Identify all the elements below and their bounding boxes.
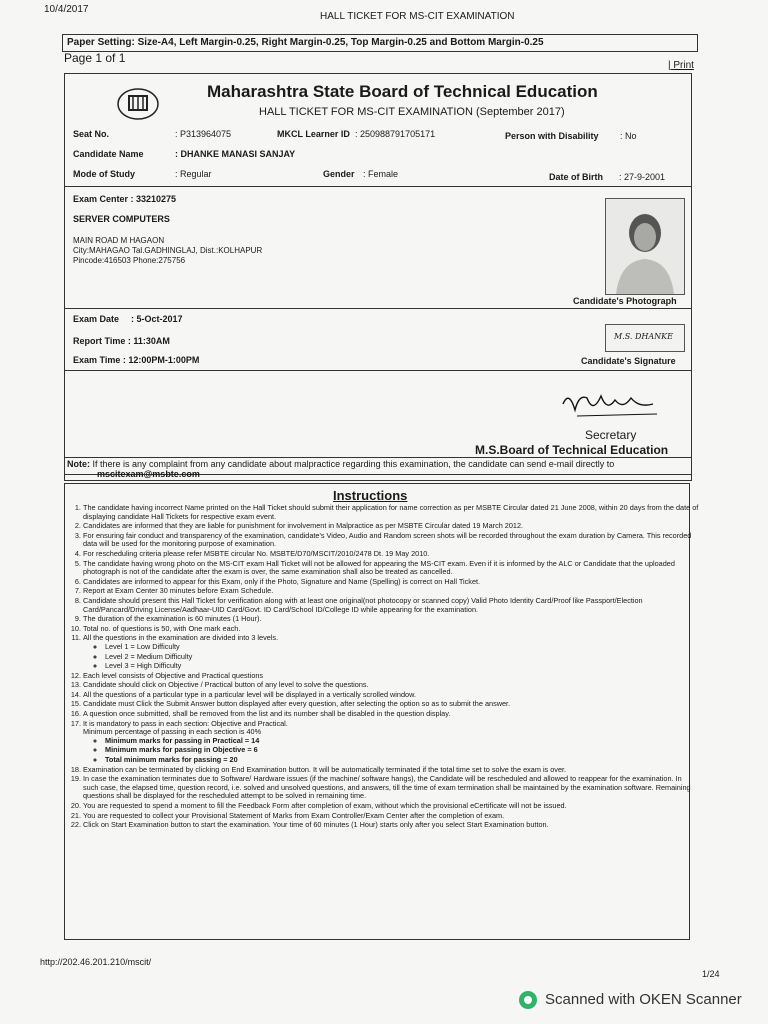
instruction-item [83, 720, 699, 765]
divider [65, 308, 691, 309]
passing-item: ◦ Total minimum marks for passing = 20 [105, 756, 699, 765]
footer-url: http://202.46.201.210/mscit/ [40, 957, 152, 967]
level-list [83, 643, 699, 671]
instruction-item: 4. For rescheduling criteria please refer MSBTE circular No. MSBTE/D70/MSCIT/2010/2478 Dt. 19 May 2010. [83, 550, 699, 559]
instruction-item: 21. You are requested to collect your Provisional Statement of Marks from Exam Controller/Exam Center after the completion of exam. [83, 812, 699, 821]
secretary-title: Secretary [585, 428, 637, 442]
instruction-item: 6. Candidates are informed to appear for this Exam, only if the Photo, Signature and Name (Spelling) is correct on Hall Ticket. [83, 578, 699, 587]
gender-label: Gender [323, 169, 355, 179]
instruction-item: 9. The duration of the examination is 60 minutes (1 Hour). [83, 615, 699, 624]
seat-no-label: Seat No. [73, 129, 110, 139]
instruction-item: 22. Click on Start Examination button to start the examination. Your time of 60 minutes (1 Hour) starts only after you select Start Examination button. [83, 821, 699, 830]
address-line-1: MAIN ROAD M HAGAON [73, 236, 165, 245]
instruction-item: 5. The candidate having wrong photo on the MS-CIT exam Hall Ticket will not be allowed for appearing the MS-CIT exam. Even if it is informed by the ALC or Candidate that the uploaded photograph is not of the candidate after the exam is over, the same examination shall also be treated as cancelled. [83, 560, 699, 577]
note-email[interactable]: mscitexam@msbte.com [97, 469, 200, 479]
instruction-item: 12. Each level consists of Objective and Practical questions [83, 672, 699, 681]
secretary-signature-icon [557, 384, 667, 424]
disability-label: Person with Disability [505, 131, 599, 141]
instruction-item: 10. Total no. of questions is 50, with One mark each. [83, 625, 699, 634]
mode-value: Regular [180, 169, 212, 179]
instruction-item [83, 634, 699, 670]
instruction-item: 2. Candidates are informed that they are liable for punishment for involvement in Malpractice as per MSBTE Circular dated 19 March 2012. [83, 522, 699, 531]
divider [65, 186, 691, 187]
paper-setting-text: Paper Setting: Size-A4, Left Margin-0.25, Right Margin-0.25, Top Margin-0.25 and Bottom Margin-0.25 [67, 37, 544, 48]
instruction-item: 20. You are requested to spend a moment to fill the Feedback Form after completion of exam, without which the provisional eCertificate will not be issued. [83, 802, 699, 811]
instruction-item: 7. Report at Exam Center 30 minutes before Exam Schedule. [83, 587, 699, 596]
msbte-logo [115, 86, 161, 122]
note-text-block [67, 459, 687, 479]
address-line-2: City:MAHAGAO Tal.GADHINGLAJ, Dist.:KOLHAPUR [73, 246, 263, 255]
exam-date-label: Exam Date [73, 314, 120, 324]
passing-item: ◦ Minimum marks for passing in Practical = 14 [105, 737, 699, 746]
level-item: ◦ Level 1 = Low Difficulty [105, 643, 699, 652]
hall-ticket: Maharashtra State Board of Technical Education HALL TICKET FOR MS-CIT EXAMINATION (September 2017) Seat No. : P313964075 MKCL Learner ID : 250988791705171 Person with Disability : No Candidate Name : DHANKE MANASI SANJAY Mode of Study : Regular Gender : Female Date of Birth : 27-9-2001 Exam Center : 33210275 SERVER COMPUTERS MAIN ROAD M HAGAON City:MAHAGAO Tal.GADHINGLAJ, Dist.:KOLHAPUR Pincode:416503 Phone:275756 Candidate's Photograph Exam Date : 5-Oct-2017 Report Time : 11:30AM Exam Time : 12:00PM-1:00PM M.S. DHANKE Candidate's Signature Secretary M.S.Board of Technical Education [64, 73, 692, 475]
exam-time: Exam Time : 12:00PM-1:00PM [73, 355, 200, 365]
instruction-item: 19. In case the examination terminates due to Software/ Hardware issues (if the machine/ software hangs), the Candidate will be rescheduled and allowed to reappear for the examination. In such case, the elapsed time, question record, i.e. solved and unsolved questions, and answers, till the time of exam termination shall be maintained by the examination software. Remaining questions shall be displayed for the rescheduled attempt to be solved in remaining time. [83, 775, 699, 801]
instruction-item: 1. The candidate having incorrect Name printed on the Hall Ticket should submit their application for name correction as per MSBTE Circular dated 21 June 2008, within 20 days from the date of displaying candidate Hall Tickets for respective exam event. [83, 504, 699, 521]
instructions-box [64, 483, 699, 940]
secretary-board: M.S.Board of Technical Education [475, 443, 669, 457]
center-address [73, 236, 262, 266]
oken-scanner-logo-icon [518, 990, 538, 1010]
dob-label: Date of Birth [549, 172, 603, 182]
instruction-item: 8. Candidate should present this Hall Ticket for verification along with at least one original(not photocopy or scanned copy) Valid Photo Identity Card/Proof like Passport/Election Card/Pancard/Driving License/Aadhaar-UID Card/Govt. ID Card/School ID/College ID while appearing for the examination. [83, 597, 699, 614]
candidate-name-value: DHANKE MANASI SANJAY [180, 149, 296, 159]
instruction-item: 15. Candidate must Click the Submit Answer button displayed after every question, after selecting the option so as to submit the answer. [83, 700, 699, 709]
note-box [64, 457, 692, 481]
passing-intro: Minimum percentage of passing in each section is 40% [83, 727, 262, 737]
page-label: Page 1 of 1 [64, 51, 126, 65]
exam-center: Exam Center : 33210275 [73, 194, 177, 204]
photo-caption: Candidate's Photograph [573, 296, 677, 306]
exam-date-value: 5-Oct-2017 [136, 314, 183, 324]
instructions-heading: Instructions [333, 488, 408, 503]
mode-label: Mode of Study [73, 169, 135, 179]
candidate-name-label: Candidate Name [73, 149, 144, 159]
center-name: SERVER COMPUTERS [73, 214, 170, 224]
ticket-subtitle: HALL TICKET FOR MS-CIT EXAMINATION (September 2017) [259, 106, 565, 118]
note-text: If there is any complaint from any candidate about malpractice regarding this examination, the candidate can send e-mail directly to [92, 459, 615, 469]
seat-no-value: P313964075 [180, 129, 232, 139]
disability-value: No [625, 131, 637, 141]
signature-caption: Candidate's Signature [581, 356, 676, 366]
instruction-item: 18. Examination can be terminated by clicking on End Examination button. It will be automatically terminated if the total time set to solve the exam is over. [83, 766, 699, 775]
scanner-watermark: Scanned with OKEN Scanner [545, 991, 742, 1008]
dob-value: 27-9-2001 [624, 172, 666, 182]
learner-id-value: 250988791705171 [360, 129, 436, 139]
print-link[interactable]: | Print [668, 60, 694, 71]
instruction-item: 16. A question once submitted, shall be removed from the list and its number shall be disabled in the question display. [83, 710, 699, 719]
print-date: 10/4/2017 [44, 4, 89, 15]
instruction-item: 3. For ensuring fair conduct and transparency of the examination, candidate's Video, Audio and Random screen shots will be recorded throughout the exam duration by Camera. This recorded data will be used for the monitoring purpose of examination. [83, 532, 699, 549]
report-time: Report Time : 11:30AM [73, 336, 170, 346]
footer-page-count: 1/24 [702, 969, 720, 979]
divider [65, 370, 691, 371]
passing-item: ◦ Minimum marks for passing in Objective = 6 [105, 746, 699, 755]
print-page-title: HALL TICKET FOR MS-CIT EXAMINATION [320, 11, 515, 22]
instructions-list [67, 504, 699, 831]
candidate-photo [605, 198, 685, 295]
address-line-3: Pincode:416503 Phone:275756 [73, 256, 186, 265]
gender-value: Female [368, 169, 399, 179]
level-item: ◦ Level 2 = Medium Difficulty [105, 653, 699, 662]
signature-text: M.S. DHANKE [614, 332, 673, 341]
instruction-item: 13. Candidate should click on Objective / Practical button of any level to solve the questions. [83, 681, 699, 690]
candidate-signature [605, 324, 685, 352]
note-label: Note: [67, 459, 90, 469]
board-name: Maharashtra State Board of Technical Education [207, 82, 598, 101]
instruction-text: All the questions in the examination are divided into 3 levels. [83, 633, 279, 643]
instruction-text: It is mandatory to pass in each section: Objective and Practical. [83, 718, 288, 728]
paper-setting-box [62, 34, 698, 52]
learner-id-label: MKCL Learner ID [277, 129, 350, 139]
passing-list [83, 737, 699, 765]
level-item: ◦ Level 3 = High Difficulty [105, 662, 699, 671]
instruction-item: 14. All the questions of a particular type in a particular level will be displayed in a vertically scrolled window. [83, 691, 699, 700]
